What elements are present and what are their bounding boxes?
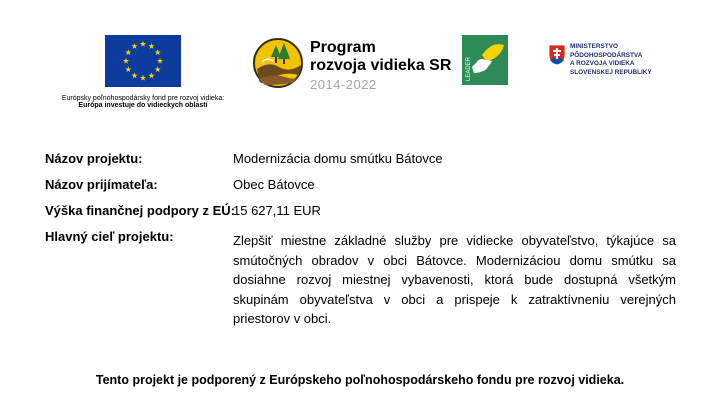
logo-bar [0,0,720,130]
goal-value: Zlepšiť miestne základné služby pre vidiecke obyvateľstvo, týkajúce sa smútočných obradov v obci Bátovce. Modernizáciou domu smútku sa dosiahne rozvoj miestnej vybavenosti, ktorá bude dostupná všetkým skupinám obyvateľstva v obci a prispeje k zatraktívneniu verejných priestorov v obci. [233,233,676,327]
eu-flag-icon [105,35,181,87]
ministry-logo [549,43,709,93]
recipient-value: Obec Bátovce [233,177,315,192]
support-row [45,203,685,223]
slovak-coat-of-arms-icon [549,45,565,65]
recipient-row [45,177,685,197]
support-statement: Tento projekt je podporený z Európskeho poľnohospodárskeho fondu pre rozvoj vidieka. [95,373,625,387]
recipient-label: Názov prijímateľa: [45,177,158,192]
prv-title-line2: rozvoja vidieka SR [310,57,452,74]
project-name-label: Názov projektu: [45,151,143,166]
eu-fund-caption: Európsky poľnohospodársky fond pre rozvoj vidieka: [61,95,225,102]
project-name-row [45,151,685,171]
prv-title-line1: Program [310,39,376,56]
eu-fund-slogan: Európa investuje do vidieckych oblastí [78,102,208,109]
prv-emblem-icon [253,35,303,91]
ministry-line1: MINISTERSTVO [570,43,618,50]
leader-logo-icon [462,35,508,85]
goal-row [45,229,685,327]
ministry-line2: PÔDOHOSPODÁRSTVA [570,51,643,59]
project-name-value: Modernizácia domu smútku Bátovce [233,151,443,166]
ministry-line4: SLOVENSKEJ REPUBLIKY [570,68,652,76]
ministry-name [570,43,652,77]
prv-years: 2014-2022 [310,77,377,92]
ministry-line3: A ROZVOJA VIDIEKA [570,60,635,67]
goal-label: Hlavný cieľ projektu: [45,229,174,244]
support-label: Výška finančnej podpory z EÚ: [45,203,235,218]
support-value: 15 627,11 EUR [233,203,321,218]
svg-text:LEADER: LEADER [466,56,472,81]
prv-logo [253,35,452,97]
eu-fund-logo [50,35,236,109]
